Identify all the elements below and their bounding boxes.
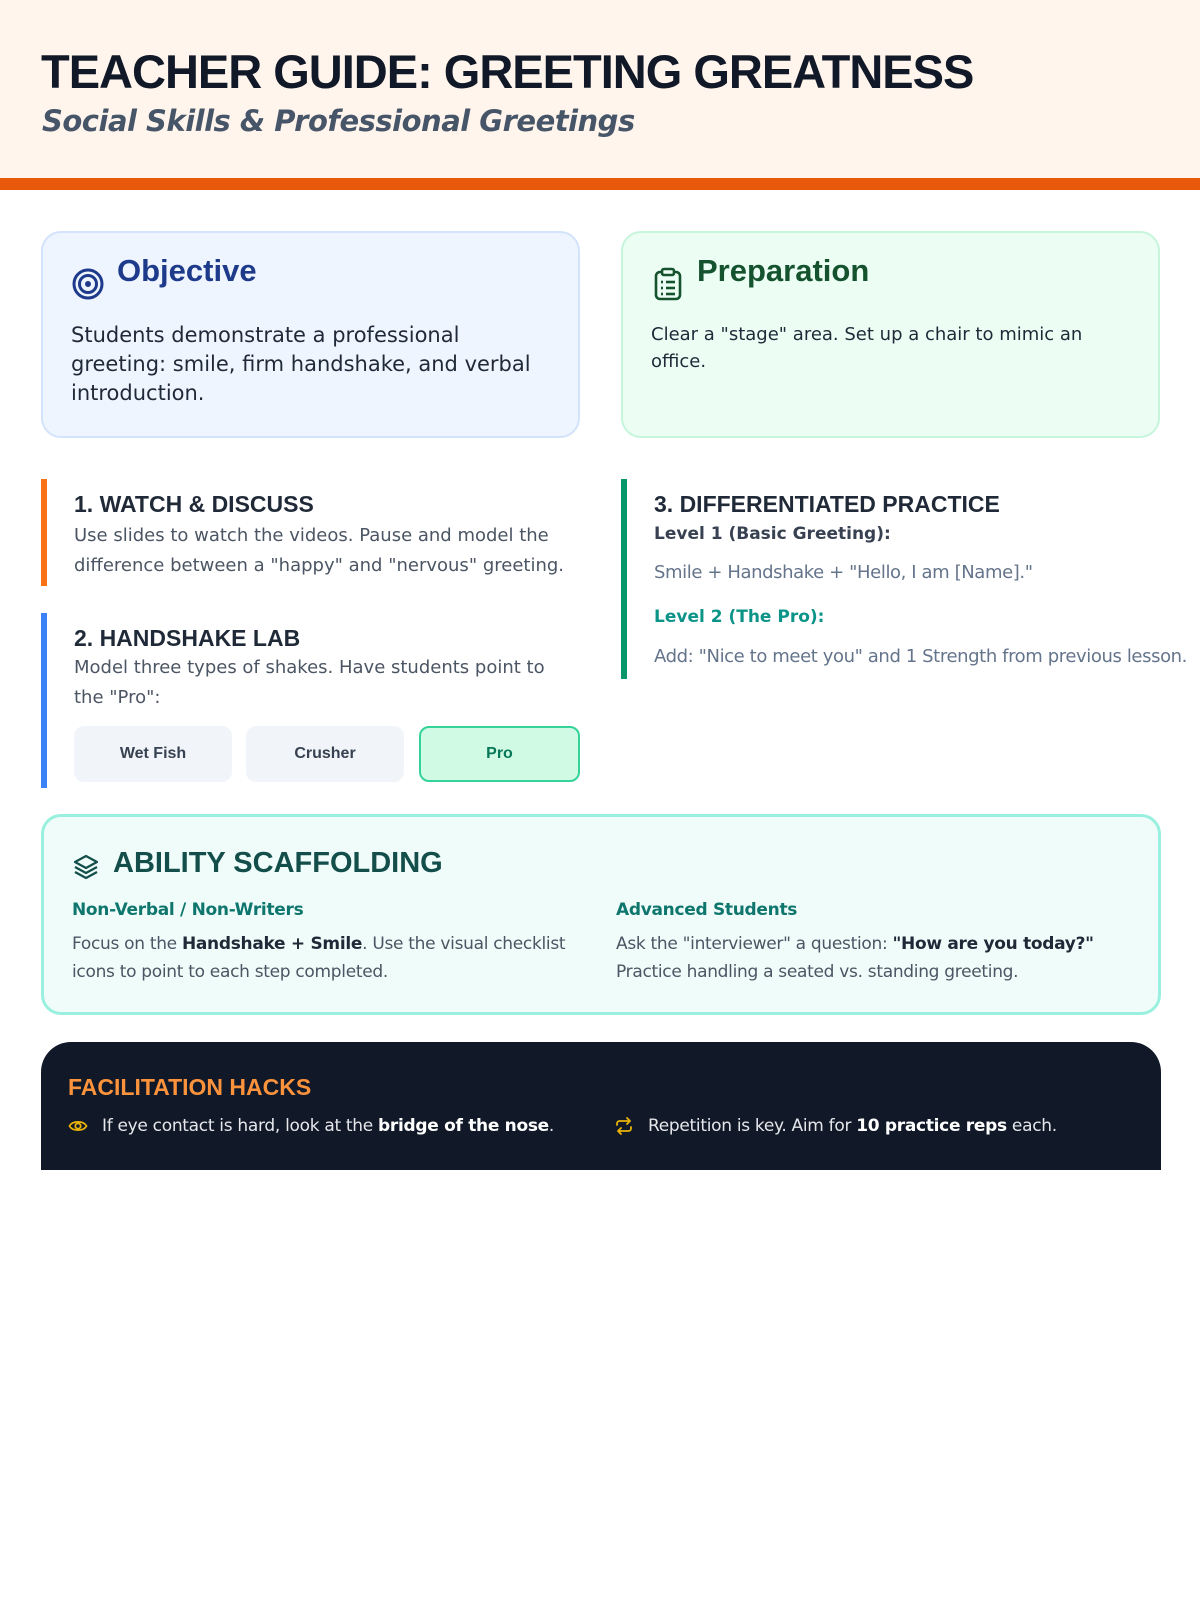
step-differentiated-practice: [621, 479, 1188, 679]
hack-text: If eye contact is hard, look at the bridge of the nose.: [102, 1116, 555, 1136]
step-accent-bar: [621, 479, 627, 679]
preparation-card: [621, 231, 1160, 438]
ability-scaffolding-panel: [41, 814, 1161, 1015]
highlight-text: "How are you today?": [892, 934, 1094, 954]
level-1-label: Level 1 (Basic Greeting):: [654, 524, 891, 544]
hack-repetition: [614, 1116, 1057, 1136]
objective-card: [41, 231, 580, 438]
level-1-text: Smile + Handshake + "Hello, I am [Name].": [654, 562, 1033, 583]
facilitation-hacks-panel: [41, 1042, 1161, 1170]
page-header: [0, 0, 1200, 178]
non-verbal-heading: Non-Verbal / Non-Writers: [72, 900, 304, 920]
wet-fish-button[interactable]: Wet Fish: [74, 726, 232, 782]
eye-icon: [68, 1116, 88, 1136]
layers-icon: [72, 853, 100, 881]
level-2-label: Level 2 (The Pro):: [654, 607, 825, 627]
objective-text: Students demonstrate a professional greeting: smile, firm handshake, and verbal introduction.: [71, 323, 531, 405]
step-accent-bar: [41, 613, 47, 788]
highlight-text: Handshake + Smile: [181, 934, 363, 954]
advanced-heading: Advanced Students: [616, 900, 798, 920]
handshake-options: [74, 726, 580, 782]
hack-text: Repetition is key. Aim for 10 practice reps each.: [648, 1116, 1057, 1136]
target-icon: [71, 267, 105, 301]
non-verbal-text: Focus on the Handshake + Smile. Use the visual checklist icons to point to each step completed.: [72, 934, 566, 982]
preparation-text: Clear a "stage" area. Set up a chair to mimic an office.: [651, 324, 1083, 372]
header-accent-bar: [0, 178, 1200, 190]
non-verbal-column: [72, 900, 572, 986]
step-watch-discuss: [41, 479, 581, 586]
hacks-title: FACILITATION HACKS: [68, 1074, 312, 1100]
step-title: 2. HANDSHAKE LAB: [74, 625, 301, 651]
hack-eye-contact: [68, 1116, 554, 1136]
advanced-text: Ask the "interviewer" a question: "How are you today?" Practice handling a seated vs. standing greeting.: [616, 934, 1094, 982]
page-subtitle: Social Skills & Professional Greetings: [42, 104, 635, 138]
crusher-button[interactable]: Crusher: [246, 726, 404, 782]
level-2-text: Add: "Nice to meet you" and 1 Strength from previous lesson.: [654, 646, 1188, 667]
step-title: 1. WATCH & DISCUSS: [74, 491, 314, 517]
step-title: 3. DIFFERENTIATED PRACTICE: [654, 491, 1000, 517]
preparation-title: Preparation: [697, 253, 870, 288]
pro-button[interactable]: Pro: [419, 726, 580, 782]
repeat-icon: [614, 1116, 634, 1136]
clipboard-icon: [651, 267, 685, 301]
scaffolding-title: ABILITY SCAFFOLDING: [113, 847, 443, 879]
page-title: TEACHER GUIDE: GREETING GREATNESS: [41, 45, 974, 98]
step-accent-bar: [41, 479, 47, 586]
advanced-column: [616, 900, 1116, 986]
objective-title: Objective: [117, 253, 257, 288]
step-text: Model three types of shakes. Have students point to the "Pro":: [74, 657, 545, 708]
step-handshake-lab: [41, 613, 581, 788]
step-text: Use slides to watch the videos. Pause and model the difference between a "happy" and "nervous" greeting.: [74, 525, 565, 576]
